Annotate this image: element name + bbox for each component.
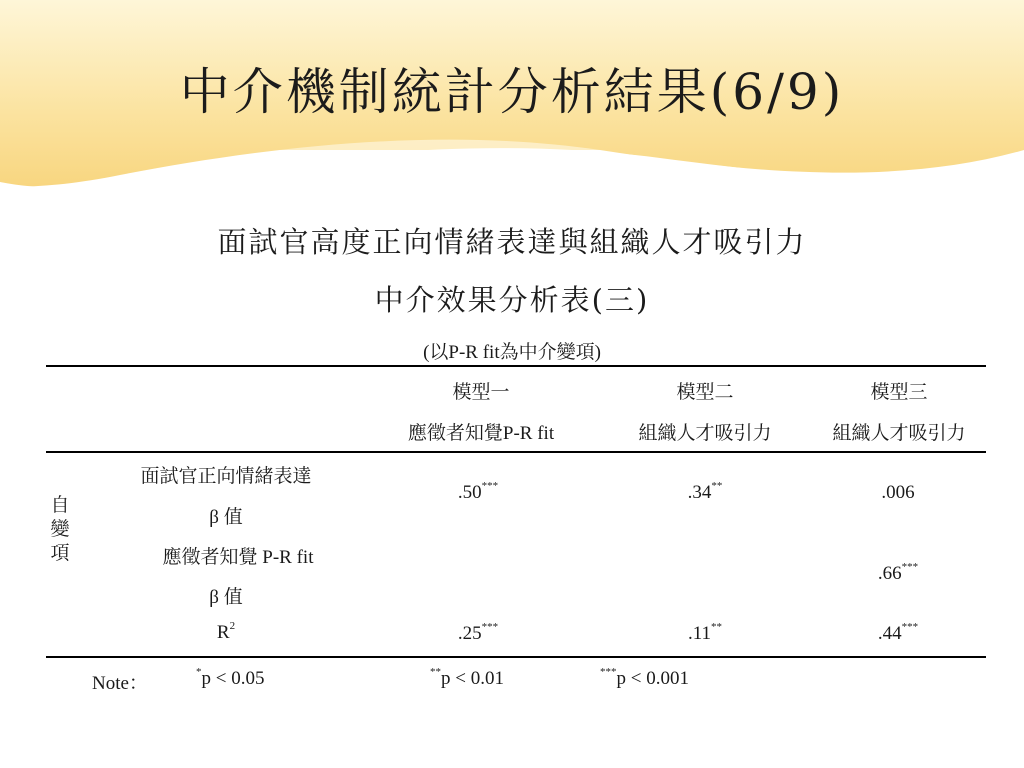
table-bottom-rule xyxy=(46,656,986,658)
row-label-r2: $R^2$ xyxy=(216,620,236,643)
cell-iv1-model2: .34** xyxy=(687,480,723,503)
col-header-dv-2: 組織人才吸引力 xyxy=(638,423,772,444)
col-header-model-3: 模型三 xyxy=(870,382,928,403)
row-label-iv2: 應徵者知覺 P-R fit xyxy=(162,547,314,568)
note-p-005: *p < 0.05 xyxy=(196,666,265,689)
table-header-rule xyxy=(46,451,986,453)
note-p-0001: ***p < 0.001 xyxy=(600,666,689,689)
row-group-label-char: 自 xyxy=(50,495,70,516)
cell-r2-model1: .25*** xyxy=(457,621,499,644)
row-label-iv2-beta: β 值 xyxy=(209,587,243,608)
cell-r2-model2: .11** xyxy=(687,621,723,644)
row-label-iv1-beta: β 值 xyxy=(209,507,243,528)
row-group-label-char: 變 xyxy=(50,519,70,540)
col-header-dv-1: 應徵者知覺P-R fit xyxy=(407,423,555,444)
table-caption: (以P-R fit為中介變項) xyxy=(423,342,601,363)
cell-iv2-model3: .66*** xyxy=(877,561,919,584)
col-header-dv-3: 組織人才吸引力 xyxy=(832,423,966,444)
col-header-model-2: 模型二 xyxy=(676,382,734,403)
note-label: Note： xyxy=(92,673,148,694)
cell-iv1-model1: .50*** xyxy=(457,480,499,503)
table-title-line-1: 面試官高度正向情緒表達與組織人才吸引力 xyxy=(217,225,807,259)
table-top-rule xyxy=(46,365,986,367)
cell-r2-model3: .44*** xyxy=(877,621,919,644)
cell-iv1-model3: .006 xyxy=(881,482,915,503)
table-title-line-2: 中介效果分析表(三) xyxy=(374,283,650,317)
row-group-label xyxy=(50,494,70,566)
note-p-001: **p < 0.01 xyxy=(430,666,504,689)
row-group-label-char: 項 xyxy=(50,543,70,564)
slide-title: 中介機制統計分析結果(6/9) xyxy=(179,63,845,121)
row-label-iv1: 面試官正向情緒表達 xyxy=(140,466,312,487)
col-header-model-1: 模型一 xyxy=(452,382,510,403)
